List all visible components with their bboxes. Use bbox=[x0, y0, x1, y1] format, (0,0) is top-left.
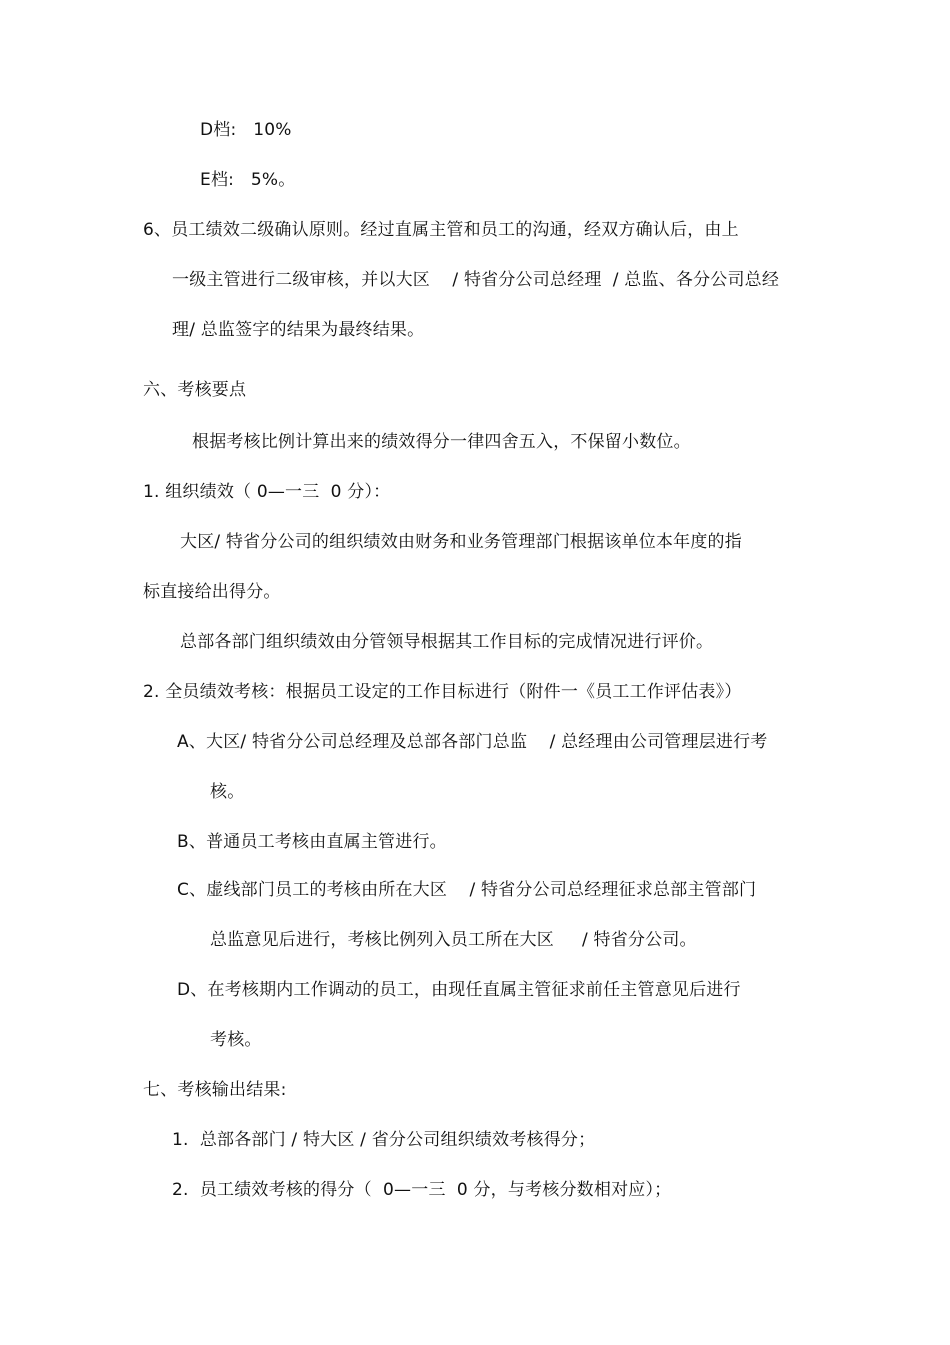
item-a-line-2: 核。 bbox=[210, 782, 245, 802]
output-item-2: 2. 员工绩效考核的得分（ 0—一三 0 分，与考核分数相对应）； bbox=[172, 1180, 672, 1200]
item-c-line-1: C、虚线部门员工的考核由所在大区 / 特省分公司总经理征求总部主管部门 bbox=[177, 880, 757, 900]
org-performance-p2: 总部各部门组织绩效由分管领导根据其工作目标的完成情况进行评价。 bbox=[180, 632, 714, 652]
item-c-line-2: 总监意见后进行，考核比例列入员工所在大区 / 特省分公司。 bbox=[210, 930, 697, 950]
item-d-line-1: D、在考核期内工作调动的员工，由现任直属主管征求前任主管意见后进行 bbox=[177, 980, 741, 1000]
item6-line-2: 一级主管进行二级审核，并以大区 / 特省分公司总经理 / 总监、各分公司总经 bbox=[172, 270, 780, 290]
org-performance-p1-line-2: 标直接给出得分。 bbox=[143, 582, 281, 602]
section6-title: 六、考核要点 bbox=[143, 380, 247, 400]
grade-e-line: E档: 5%。 bbox=[200, 170, 296, 190]
item-a-line-1: A、大区/ 特省分公司总经理及总部各部门总监 / 总经理由公司管理层进行考 bbox=[177, 732, 768, 752]
section7-title: 七、考核输出结果: bbox=[143, 1080, 287, 1100]
item-b: B、普通员工考核由直属主管进行。 bbox=[177, 832, 447, 852]
item6-line-1: 6、员工绩效二级确认原则。经过直属主管和员工的沟通，经双方确认后，由上 bbox=[143, 220, 739, 240]
rounding-rule: 根据考核比例计算出来的绩效得分一律四舍五入，不保留小数位。 bbox=[192, 432, 691, 452]
org-performance-p1-line-1: 大区/ 特省分公司的组织绩效由财务和业务管理部门根据该单位本年度的指 bbox=[180, 532, 742, 552]
all-staff-title: 2. 全员绩效考核：根据员工设定的工作目标进行（附件一《员工工作评估表》） bbox=[143, 682, 742, 702]
item6-line-3: 理/ 总监签字的结果为最终结果。 bbox=[172, 320, 425, 340]
org-performance-title: 1. 组织绩效（ 0—一三 0 分）： bbox=[143, 482, 391, 502]
output-item-1: 1. 总部各部门 / 特大区 / 省分公司组织绩效考核得分； bbox=[172, 1130, 596, 1150]
item-d-line-2: 考核。 bbox=[210, 1030, 262, 1050]
grade-d-line: D档: 10% bbox=[200, 120, 292, 140]
